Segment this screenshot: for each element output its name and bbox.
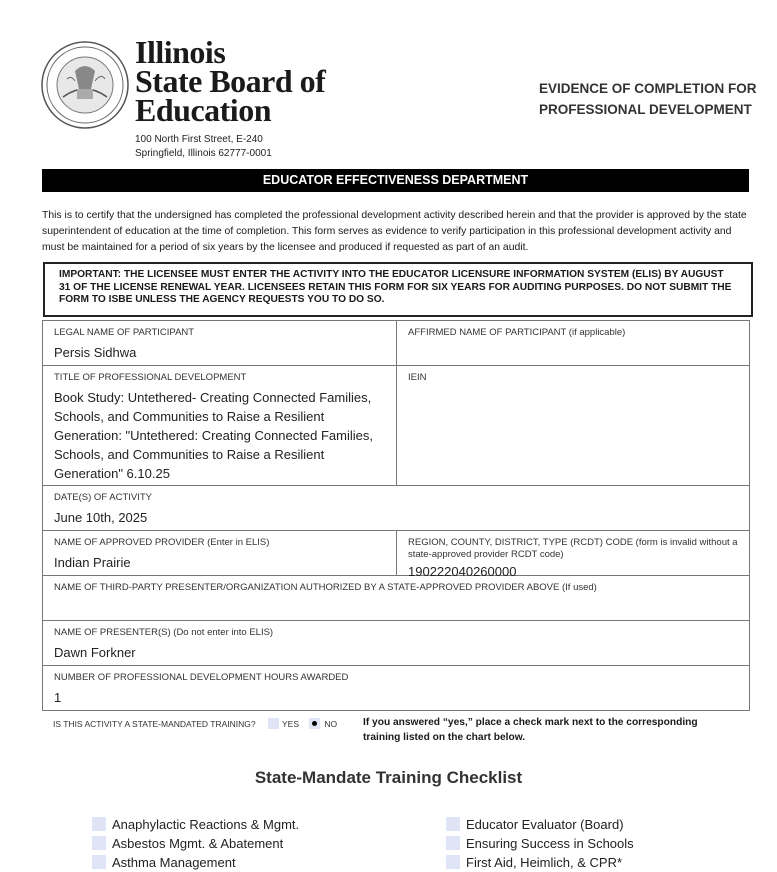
activity-dates-label: DATE(S) OF ACTIVITY	[54, 492, 152, 503]
checklist-item-label: Ensuring Success in Schools	[466, 836, 634, 851]
checklist-item-label: Asbestos Mgmt. & Abatement	[112, 836, 284, 851]
checklist-item[interactable]	[446, 853, 634, 872]
activity-dates-field[interactable]	[43, 486, 750, 531]
checklist-title: State-Mandate Training Checklist	[254, 768, 523, 787]
hours-label: NUMBER OF PROFESSIONAL DEVELOPMENT HOURS AWARDED	[54, 672, 349, 683]
yes-instruction-note: If you answered “yes,” place a check mark next to the corresponding training listed on the chart below.	[363, 717, 698, 743]
activity-dates-value: June 10th, 2025	[54, 510, 148, 525]
checklist-right-column	[446, 815, 634, 872]
form-fields	[42, 320, 750, 711]
checklist-item-label: Anaphylactic Reactions & Mgmt.	[112, 817, 300, 832]
address-line-2: Springfield, Illinois 62777-0001	[135, 148, 272, 159]
provider-value: Indian Prairie	[54, 555, 131, 570]
checklist-checkbox[interactable]	[92, 855, 106, 869]
presenters-value: Dawn Forkner	[54, 645, 136, 660]
pd-title-label: TITLE OF PROFESSIONAL DEVELOPMENT	[54, 372, 247, 383]
form-title	[539, 78, 769, 120]
org-name-line-1: Illinois	[135, 34, 226, 70]
no-label: NO	[324, 719, 338, 729]
iein-field[interactable]	[397, 366, 750, 486]
checklist-item[interactable]	[446, 815, 634, 834]
selected-dot-icon	[312, 721, 317, 726]
presenters-label: NAME OF PRESENTER(S) (Do not enter into ELIS)	[54, 627, 274, 638]
legal-name-label: LEGAL NAME OF PARTICIPANT	[54, 327, 195, 338]
provider-field[interactable]	[43, 531, 397, 576]
no-checkbox[interactable]	[309, 718, 320, 729]
checklist-item-label: Educator Evaluator (Board)	[466, 817, 624, 832]
state-mandated-question	[53, 718, 337, 729]
legal-name-field[interactable]	[43, 321, 397, 366]
checklist-item[interactable]	[92, 815, 299, 834]
form-title-line-2: PROFESSIONAL DEVELOPMENT	[539, 102, 752, 117]
org-name-line-2: State Board of	[135, 63, 326, 99]
checklist-item-label: First Aid, Heimlich, & CPR*	[466, 855, 623, 870]
third-party-field[interactable]	[43, 576, 750, 621]
rcdt-label: REGION, COUNTY, DISTRICT, TYPE (RCDT) CODE (form is invalid without a state-approved provider RCDT code)	[408, 537, 738, 560]
rcdt-value: 190222040260000	[408, 564, 517, 579]
yes-label: YES	[282, 719, 300, 729]
rcdt-field[interactable]	[397, 531, 750, 579]
hours-value: 1	[54, 690, 62, 705]
checklist-item[interactable]	[92, 853, 299, 872]
checklist-checkbox[interactable]	[446, 836, 460, 850]
form-title-line-1: EVIDENCE OF COMPLETION FOR	[539, 81, 757, 96]
intro-text: This is to certify that the undersigned has completed the professional development activity described herein and that the provider is approved by the state superintendent of education at the time of completion. This form serves as evidence to verify participation in this professional development activity and must be maintained for a period of six years by the licensee and produced if requested as part of an audit.	[42, 210, 747, 253]
iein-label: IEIN	[408, 372, 427, 383]
org-name	[135, 34, 326, 128]
checklist-item[interactable]	[92, 834, 299, 853]
state-seal-icon	[41, 41, 129, 129]
org-name-line-3: Education	[135, 92, 271, 128]
presenters-field[interactable]	[43, 621, 750, 666]
important-notice: IMPORTANT: THE LICENSEE MUST ENTER THE ACTIVITY INTO THE EDUCATOR LICENSURE INFORMATION SYSTEM (ELIS) BY AUGUST 31 OF THE LICENSE RENEWAL YEAR. LICENSEES RETAIN THIS FORM FOR SIX YEARS FOR AUDITING PURPOSES. DO NOT SUBMIT THE FORM TO ISBE UNLESS THE AGENCY REQUESTS YOU TO DO SO.	[43, 262, 753, 317]
legal-name-value: Persis Sidhwa	[54, 345, 137, 360]
pd-title-value: Book Study: Untethered- Creating Connected Families, Schools, and Communities to Raise a Resilient Generation: "Untethered: Creating Connected Families, Schools, and Communities to Raise a Resilient Generation" 6.10.25	[54, 390, 373, 481]
pd-title-field[interactable]	[43, 366, 397, 486]
affirmed-name-label: AFFIRMED NAME OF PARTICIPANT (if applicable)	[408, 327, 626, 338]
checklist-item[interactable]	[446, 834, 634, 853]
third-party-label: NAME OF THIRD-PARTY PRESENTER/ORGANIZATION AUTHORIZED BY A STATE-APPROVED PROVIDER ABOVE (If used)	[54, 582, 597, 593]
department-banner: EDUCATOR EFFECTIVENESS DEPARTMENT	[42, 169, 749, 192]
checklist-left-column	[92, 815, 299, 872]
state-mandated-label: IS THIS ACTIVITY A STATE-MANDATED TRAINING?	[53, 719, 256, 729]
checklist-checkbox[interactable]	[446, 855, 460, 869]
yes-checkbox[interactable]	[268, 718, 279, 729]
checklist-checkbox[interactable]	[92, 817, 106, 831]
checklist-checkbox[interactable]	[92, 836, 106, 850]
provider-label: NAME OF APPROVED PROVIDER (Enter in ELIS)	[54, 537, 270, 548]
affirmed-name-field[interactable]	[397, 321, 750, 366]
hours-field[interactable]	[43, 666, 750, 711]
address-line-1: 100 North First Street, E-240	[135, 134, 263, 145]
checklist-checkbox[interactable]	[446, 817, 460, 831]
address	[135, 133, 272, 161]
checklist-item-label: Asthma Management	[112, 855, 236, 870]
